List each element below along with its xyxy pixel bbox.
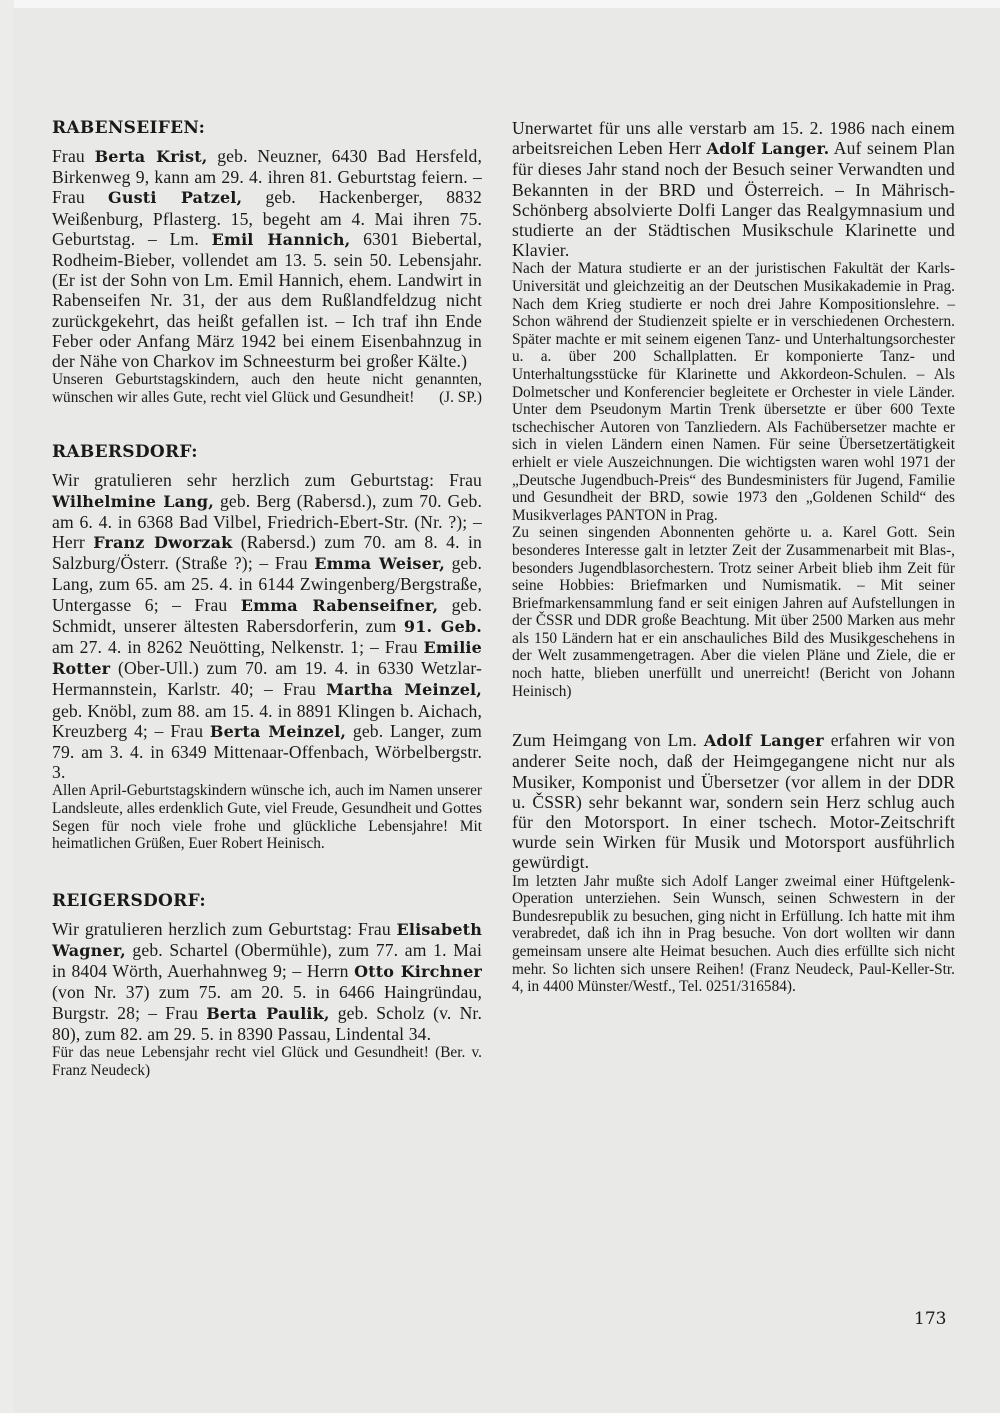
person-name: Emma Rabenseifner, [240, 595, 439, 615]
person-name: Adolf Langer. [706, 139, 830, 159]
left-column [52, 118, 482, 1079]
section-heading: RABERSDORF: [52, 442, 198, 463]
person-name: Gusti Patzel, [108, 188, 243, 208]
scan-left-margin [0, 0, 14, 1413]
person-name: Elisabeth Wagner, [52, 919, 482, 961]
section-obituary [512, 118, 955, 700]
obituary-career: Nach der Matura studierte er an der juristischen Fakultät der Karls-Universität und gleichzeitig an der Deutschen Musikakademie in Prag. Nach dem Krieg studierte er noch drei Jahre Kompositionslehre. – Schon während der Studienzeit spielte er in verschiedenen Orchestern. Später machte er mit seinem eigenen Tanz- und Unterhaltungsorchester u. a. über 200 Schallplatten. Er komponierte Tanz- und Unterhaltungsstücke für Klarinette und Akkordeon-Schulen. – Als Dolmetscher und Konferencier begleitete er Orchester in viele Länder. Unter dem Pseudonym Martin Trenk übersetzte er über 600 Texte tschechischer Autoren von Tanzliedern. Als Fachübersetzer machte er sich in vielen Ländern einen Namen. Für seine Übersetzertätigkeit erhielt er viele Auszeichnungen. Die wichtigsten waren wohl 1971 der „Deutsche Jugendbuch-Preis“ des Bundesministers für Jugend, Familie und Gesundheit der BRD, sowie 1973 den „Goldenen Schild“ des Musikverlages PANTON in Prag. [512, 260, 955, 524]
birthday-paragraph: Frau Berta Krist, geb. Neuzner, 6430 Bad Hersfeld, Birkenweg 9, kann am 29. 4. ihren 81. Geburtstag feiern. – Frau Gusti Patzel, geb. Hackenberger, 8832 Weißenburg, Pflasterg. 15, begeht am 4. Mai ihren 75. Geburtstag. – Lm. Emil Hannich, 6301 Biebertal, Rodheim-Bieber, vollendet am 13. 5. sein 50. Lebensjahr. (Er ist der Sohn von Lm. Emil Hannich, ehem. Landwirt in Rabenseifen Nr. 31, der aus dem Rußlandfeldzug nicht zurückgekehrt, das heißt gefallen ist. – Ich traf ihn Ende Feber oder Anfang März 1942 bei einem Eisenbahnzug in der Nähe von Charkov im Schneesturm bei großer Kälte.) [52, 146, 482, 372]
person-name: 91. Geb. [403, 616, 482, 636]
greeting-paragraph: Allen April-Geburtstagskindern wünsche ich, auch im Namen unserer Landsleute, alles erdenklich Gute, viel Freude, Gesundheit und Gottes Segen für noch viele frohe und glückliche Lebensjahre! Mit heimatlichen Grüßen, Euer Robert Heinisch. [52, 782, 482, 853]
greeting-text: Unseren Geburtstagskindern, auch den heute nicht genannten, wünschen wir alles Gute, recht viel Glück und Gesundheit! [52, 371, 482, 406]
section-addendum [512, 730, 955, 996]
page-number: 173 [914, 1309, 947, 1329]
section-heading: RABENSEIFEN: [52, 118, 206, 138]
birthday-paragraph: Wir gratulieren herzlich zum Geburtstag: Frau Elisabeth Wagner, geb. Schartel (Obermühle), zum 77. am 1. Mai in 8404 Wörth, Auerhahnweg 9; – Herrn Otto Kirchner (von Nr. 37) zum 75. am 20. 5. in 6466 Haingründau, Burgstr. 28; – Frau Berta Paulik, geb. Scholz (v. Nr. 80), zum 82. am 29. 5. in 8390 Passau, Lindental 34. [52, 918, 483, 1044]
person-name: Adolf Langer [703, 731, 824, 751]
right-column [512, 118, 955, 996]
person-name: Otto Kirchner [354, 962, 482, 982]
greeting-paragraph: Für das neue Lebensjahr recht viel Glück und Gesundheit! (Ber. v. Franz Neudeck) [52, 1044, 482, 1079]
person-name: Berta Krist, [94, 147, 208, 166]
signature: (J. SP.) [439, 388, 482, 406]
person-name: Berta Paulik, [206, 1003, 330, 1023]
scan-top-margin [0, 0, 1000, 8]
person-name: Emma Weiser, [314, 554, 446, 574]
obituary-intro: Unerwartet für uns alle verstarb am 15. 2. 1986 nach einem arbeitsreichen Leben Herr Adolf Langer. Auf seinem Plan für dieses Jahr stand noch der Besuch seiner Verwandten und Bekannten in der BRD und Österreich. – In Mährisch-Schönberg absolvierte Dolfi Langer das Realgymnasium und studierte an der Städtischen Musikschule Klarinette und Klavier. [512, 118, 955, 261]
addendum-details: Im letzten Jahr mußte sich Adolf Langer zweimal einer Hüftgelenk-Operation unterziehen. Sein Wunsch, seinen Schwestern in der Bundesrepublik zu besuchen, ging nicht in Erfüllung. Ich hatte mit ihm verabredet, daß ich ihn in Prag besuche. Von dort wollten wir dann gemeinsam unsere alte Heimat besuchen. Auch dies erfüllte sich nicht mehr. So lichten sich unsere Reihen! (Franz Neudeck, Paul-Keller-Str. 4, in 4400 Münster/Westf., Tel. 0251/316584). [512, 872, 955, 996]
addendum-intro: Zum Heimgang von Lm. Adolf Langer erfahren wir von anderer Seite noch, daß der Heimgegangene nicht nur als Musiker, Komponist und Übersetzer (vor allem in der DDR u. ČSSR) sehr bekannt war, sondern sein Herz schlug auch für den Motorsport. In einer tschech. Motor-Zeitschrift wurde sein Wirken für Musik und Motorsport ausführlich gewürdigt. [512, 730, 956, 873]
section-reigersdorf [52, 891, 482, 1079]
person-name: Emil Hannich, [211, 229, 351, 249]
person-name: Martha Meinzel, [326, 680, 483, 700]
person-name: Emilie Rotter [52, 638, 482, 679]
section-rabenseifen [52, 118, 482, 406]
person-name: Berta Meinzel, [209, 721, 347, 741]
birthday-paragraph: Wir gratulieren sehr herzlich zum Geburtstag: Frau Wilhelmine Lang, geb. Berg (Rabersd.), zum 70. Geb. am 6. 4. in 6368 Bad Vilbel, Friedrich-Ebert-Str. (Nr. ?); – Herr Franz Dworzak (Rabersd.) zum 70. am 8. 4. in Salzburg/Österr. (Straße ?); – Frau Emma Weiser, geb. Lang, zum 65. am 25. 4. in 6144 Zwingenberg/Bergstraße, Untergasse 6; – Frau Emma Rabenseifner, geb. Schmidt, unserer ältesten Rabersdorferin, zum 91. Geb. am 27. 4. in 8262 Neuötting, Nelkenstr. 1; – Frau Emilie Rotter (Ober-Ull.) zum 70. am 19. 4. in 6330 Wetzlar-Hermannstein, Karlstr. 40; – Frau Martha Meinzel, geb. Knöbl, zum 88. am 15. 4. in 8891 Klingen b. Aichach, Kreuzberg 4; – Frau Berta Meinzel, geb. Langer, zum 79. am 3. 4. in 6349 Mittenaar-Offenbach, Wörbelbergstr. 3. [52, 470, 483, 783]
person-name: Franz Dworzak [93, 533, 233, 553]
section-heading: REIGERSDORF: [52, 890, 206, 911]
person-name: Wilhelmine Lang, [52, 491, 214, 511]
obituary-hobbies: Zu seinen singenden Abonnenten gehörte u. a. Karel Gott. Sein besonderes Interesse galt in letzter Zeit der Zusammenarbeit mit Blas-, besonders Jugendblasorchestern. Trotz seiner Arbeit blieb ihm Zeit für seine Hobbies: Briefmarken und Numismatik. – Mit seiner Briefmarkensammlung fand er seit einigen Jahren auf Aufstellungen in der ČSSR und DDR große Beachtung. Mit über 2500 Marken aus mehr als 150 Ländern hat er ein anschauliches Bild des Musikgeschehens in der Welt zusammengetragen. Aber die vielen Pläne und Ziele, die er noch hatte, blieben unerfüllt und unerreicht! (Bericht von Johann Heinisch) [512, 524, 955, 700]
section-rabersdorf [52, 442, 482, 852]
